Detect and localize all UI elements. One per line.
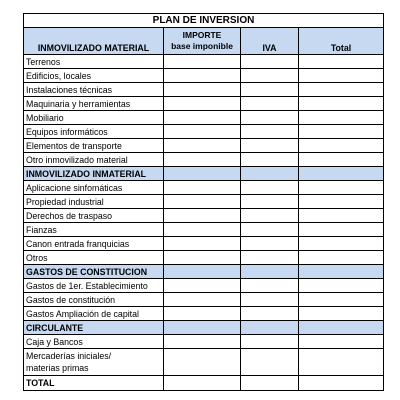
cell-total[interactable]	[299, 279, 384, 293]
total-label: TOTAL	[24, 376, 164, 391]
section-cell-iva	[241, 167, 299, 181]
cell-total[interactable]	[299, 83, 384, 97]
column-header-row	[24, 28, 384, 55]
cell-iva[interactable]	[241, 153, 299, 167]
table-row	[24, 139, 384, 153]
cell-total[interactable]	[299, 111, 384, 125]
table-row	[24, 125, 384, 139]
row-label: Elementos de transporte	[24, 139, 164, 153]
table-row	[24, 97, 384, 111]
cell-importe[interactable]	[164, 237, 241, 251]
cell-iva[interactable]	[241, 181, 299, 195]
row-label: Canon entrada franquicias	[24, 237, 164, 251]
cell-importe[interactable]	[164, 223, 241, 237]
row-label: Otro inmovilizado material	[24, 153, 164, 167]
cell-total[interactable]	[299, 55, 384, 69]
cell-iva[interactable]	[241, 349, 299, 376]
cell-importe[interactable]	[164, 376, 241, 391]
cell-iva[interactable]	[241, 69, 299, 83]
table-row	[24, 83, 384, 97]
section-header: INMOVILIZADO INMATERIAL	[24, 167, 164, 181]
cell-importe[interactable]	[164, 251, 241, 265]
row-label: Gastos de constitución	[24, 293, 164, 307]
cell-importe[interactable]	[164, 83, 241, 97]
row-label: Instalaciones técnicas	[24, 83, 164, 97]
section-cell-iva	[241, 321, 299, 335]
cell-iva[interactable]	[241, 55, 299, 69]
section-cell-total	[299, 321, 384, 335]
cell-iva[interactable]	[241, 237, 299, 251]
cell-total[interactable]	[299, 209, 384, 223]
table-row	[24, 223, 384, 237]
cell-iva[interactable]	[241, 97, 299, 111]
column-header-importe-line1: IMPORTE	[182, 30, 222, 40]
cell-importe[interactable]	[164, 111, 241, 125]
cell-iva[interactable]	[241, 251, 299, 265]
cell-iva[interactable]	[241, 111, 299, 125]
row-label: Aplicacione sinfomáticas	[24, 181, 164, 195]
cell-total[interactable]	[299, 195, 384, 209]
row-label: Fianzas	[24, 223, 164, 237]
cell-importe[interactable]	[164, 69, 241, 83]
cell-iva[interactable]	[241, 125, 299, 139]
table-title: PLAN DE INVERSION	[24, 14, 384, 28]
cell-importe[interactable]	[164, 181, 241, 195]
cell-iva[interactable]	[241, 83, 299, 97]
cell-total[interactable]	[299, 181, 384, 195]
row-label: Derechos de traspaso	[24, 209, 164, 223]
investment-plan-table	[23, 13, 384, 391]
section-header-row	[24, 167, 384, 181]
row-label: Propiedad industrial	[24, 195, 164, 209]
row-label: Caja y Bancos	[24, 335, 164, 349]
row-label: Otros	[24, 251, 164, 265]
cell-total[interactable]	[299, 237, 384, 251]
table-row	[24, 153, 384, 167]
table-row	[24, 111, 384, 125]
row-label: Maquinaria y herramientas	[24, 97, 164, 111]
cell-importe[interactable]	[164, 279, 241, 293]
cell-iva[interactable]	[241, 307, 299, 321]
cell-iva[interactable]	[241, 335, 299, 349]
section-cell-importe	[164, 167, 241, 181]
section-header: GASTOS DE CONSTITUCION	[24, 265, 164, 279]
row-label	[24, 349, 164, 376]
cell-importe[interactable]	[164, 153, 241, 167]
table-row	[24, 293, 384, 307]
cell-total[interactable]	[299, 153, 384, 167]
row-label-line: Mercaderías iniciales/	[26, 351, 112, 361]
cell-importe[interactable]	[164, 349, 241, 376]
cell-total[interactable]	[299, 376, 384, 391]
section-header-row	[24, 321, 384, 335]
cell-iva[interactable]	[241, 376, 299, 391]
section-cell-importe	[164, 321, 241, 335]
table-row	[24, 181, 384, 195]
cell-iva[interactable]	[241, 139, 299, 153]
row-label: Gastos de 1er. Establecimiento	[24, 279, 164, 293]
row-label: Terrenos	[24, 55, 164, 69]
cell-iva[interactable]	[241, 279, 299, 293]
table-row	[24, 195, 384, 209]
cell-importe[interactable]	[164, 293, 241, 307]
table-row	[24, 335, 384, 349]
table-row	[24, 209, 384, 223]
column-header-importe-line2: base imponible	[171, 41, 233, 51]
cell-total[interactable]	[299, 139, 384, 153]
cell-importe[interactable]	[164, 195, 241, 209]
row-label: Equipos informáticos	[24, 125, 164, 139]
cell-total[interactable]	[299, 335, 384, 349]
table-row	[24, 349, 384, 376]
table-row	[24, 307, 384, 321]
cell-total[interactable]	[299, 293, 384, 307]
section-header-row	[24, 265, 384, 279]
cell-total[interactable]	[299, 69, 384, 83]
section-cell-iva	[241, 265, 299, 279]
total-row	[24, 376, 384, 391]
cell-importe[interactable]	[164, 125, 241, 139]
section-cell-total	[299, 167, 384, 181]
table-row	[24, 251, 384, 265]
cell-total[interactable]	[299, 125, 384, 139]
cell-importe[interactable]	[164, 209, 241, 223]
column-header-concept: INMOVILIZADO MATERIAL	[24, 28, 164, 55]
column-header-importe	[164, 28, 241, 55]
row-label-line: materias primas	[26, 363, 89, 373]
table-row	[24, 55, 384, 69]
cell-iva[interactable]	[241, 195, 299, 209]
cell-total[interactable]	[299, 307, 384, 321]
cell-iva[interactable]	[241, 293, 299, 307]
cell-iva[interactable]	[241, 209, 299, 223]
column-header-total: Total	[299, 28, 384, 55]
cell-importe[interactable]	[164, 97, 241, 111]
cell-total[interactable]	[299, 349, 384, 376]
table-row	[24, 69, 384, 83]
cell-total[interactable]	[299, 251, 384, 265]
section-header: CIRCULANTE	[24, 321, 164, 335]
cell-importe[interactable]	[164, 307, 241, 321]
cell-importe[interactable]	[164, 55, 241, 69]
row-label: Edificios, locales	[24, 69, 164, 83]
column-header-iva: IVA	[241, 28, 299, 55]
cell-iva[interactable]	[241, 223, 299, 237]
cell-importe[interactable]	[164, 139, 241, 153]
table-row	[24, 279, 384, 293]
section-cell-total	[299, 265, 384, 279]
section-cell-importe	[164, 265, 241, 279]
row-label: Mobiliario	[24, 111, 164, 125]
cell-total[interactable]	[299, 223, 384, 237]
row-label: Gastos Ampliación de capital	[24, 307, 164, 321]
table-row	[24, 237, 384, 251]
cell-total[interactable]	[299, 97, 384, 111]
cell-importe[interactable]	[164, 335, 241, 349]
